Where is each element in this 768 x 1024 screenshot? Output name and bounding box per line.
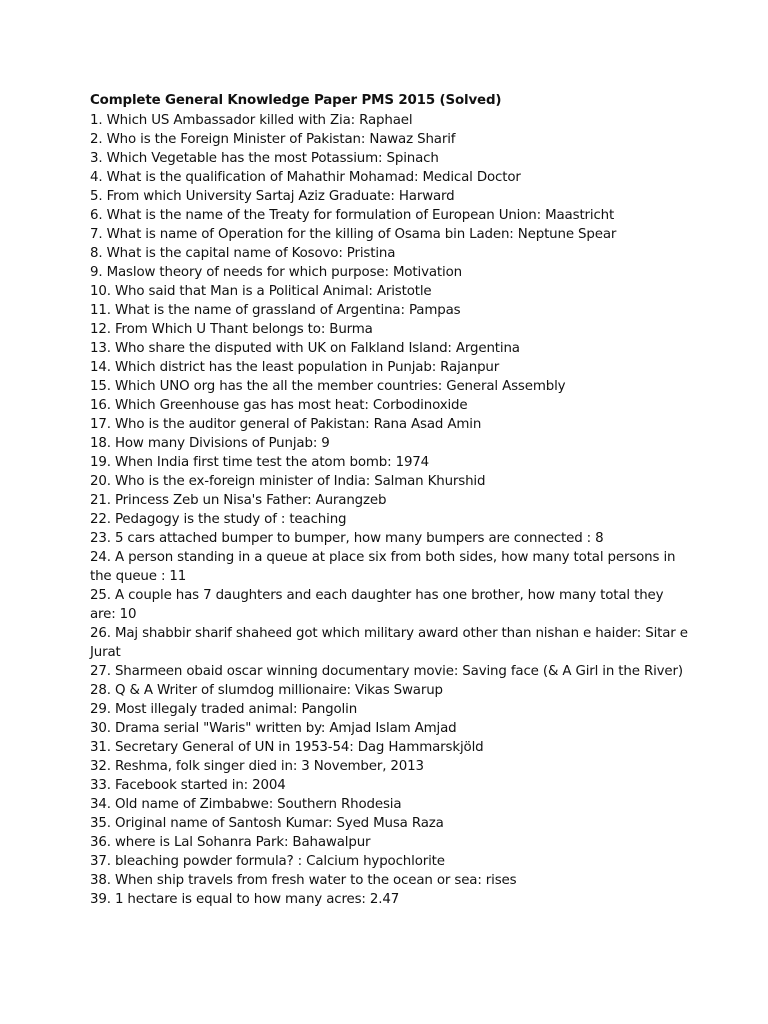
list-item: 15. Which UNO org has the all the member countries: General Assembly bbox=[90, 379, 566, 394]
document-title: Complete General Knowledge Paper PMS 2015 (Solved) bbox=[90, 93, 502, 108]
list-item: 19. When India first time test the atom bomb: 1974 bbox=[90, 455, 430, 470]
list-item: 31. Secretary General of UN in 1953-54: Dag Hammarskjöld bbox=[90, 740, 484, 755]
list-item: 39. 1 hectare is equal to how many acres: 2.47 bbox=[90, 892, 400, 907]
list-item: 3. Which Vegetable has the most Potassium: Spinach bbox=[90, 151, 439, 166]
list-item: 7. What is name of Operation for the killing of Osama bin Laden: Neptune Spear bbox=[90, 227, 617, 242]
list-item: 36. where is Lal Sohanra Park: Bahawalpur bbox=[90, 835, 371, 850]
list-item: 2. Who is the Foreign Minister of Pakistan: Nawaz Sharif bbox=[90, 132, 456, 147]
list-item: 13. Who share the disputed with UK on Falkland Island: Argentina bbox=[90, 341, 520, 356]
list-item: 27. Sharmeen obaid oscar winning documentary movie: Saving face (& A Girl in the River) bbox=[90, 664, 683, 679]
list-item: 34. Old name of Zimbabwe: Southern Rhodesia bbox=[90, 797, 402, 812]
list-item: 21. Princess Zeb un Nisa's Father: Aurangzeb bbox=[90, 493, 387, 508]
list-item: 16. Which Greenhouse gas has most heat: Corbodinoxide bbox=[90, 398, 468, 413]
list-item: 37. bleaching powder formula? : Calcium hypochlorite bbox=[90, 854, 445, 869]
list-item: 28. Q & A Writer of slumdog millionaire: Vikas Swarup bbox=[90, 683, 443, 698]
question-list bbox=[90, 111, 690, 909]
list-item: 29. Most illegaly traded animal: Pangolin bbox=[90, 702, 358, 717]
document-body bbox=[90, 91, 690, 909]
list-item: 5. From which University Sartaj Aziz Graduate: Harward bbox=[90, 189, 455, 204]
list-item: 26. Maj shabbir sharif shaheed got which military award other than nishan e haider: Sitar e Jurat bbox=[90, 626, 688, 660]
list-item: 9. Maslow theory of needs for which purpose: Motivation bbox=[90, 265, 462, 280]
list-item: 33. Facebook started in: 2004 bbox=[90, 778, 286, 793]
list-item: 23. 5 cars attached bumper to bumper, how many bumpers are connected : 8 bbox=[90, 531, 604, 546]
list-item: 18. How many Divisions of Punjab: 9 bbox=[90, 436, 330, 451]
list-item: 30. Drama serial "Waris" written by: Amjad Islam Amjad bbox=[90, 721, 457, 736]
list-item: 11. What is the name of grassland of Argentina: Pampas bbox=[90, 303, 461, 318]
list-item: 32. Reshma, folk singer died in: 3 November, 2013 bbox=[90, 759, 424, 774]
list-item: 20. Who is the ex-foreign minister of India: Salman Khurshid bbox=[90, 474, 486, 489]
list-item: 35. Original name of Santosh Kumar: Syed Musa Raza bbox=[90, 816, 444, 831]
list-item: 22. Pedagogy is the study of : teaching bbox=[90, 512, 347, 527]
list-item: 24. A person standing in a queue at place six from both sides, how many total persons in the queue : 11 bbox=[90, 550, 676, 584]
list-item: 38. When ship travels from fresh water to the ocean or sea: rises bbox=[90, 873, 517, 888]
list-item: 8. What is the capital name of Kosovo: Pristina bbox=[90, 246, 396, 261]
list-item: 1. Which US Ambassador killed with Zia: Raphael bbox=[90, 113, 413, 128]
list-item: 14. Which district has the least population in Punjab: Rajanpur bbox=[90, 360, 500, 375]
list-item: 6. What is the name of the Treaty for formulation of European Union: Maastricht bbox=[90, 208, 615, 223]
list-item: 12. From Which U Thant belongs to: Burma bbox=[90, 322, 373, 337]
list-item: 17. Who is the auditor general of Pakistan: Rana Asad Amin bbox=[90, 417, 482, 432]
list-item: 10. Who said that Man is a Political Animal: Aristotle bbox=[90, 284, 432, 299]
list-item: 4. What is the qualification of Mahathir Mohamad: Medical Doctor bbox=[90, 170, 521, 185]
list-item: 25. A couple has 7 daughters and each daughter has one brother, how many total they are: 10 bbox=[90, 588, 664, 622]
